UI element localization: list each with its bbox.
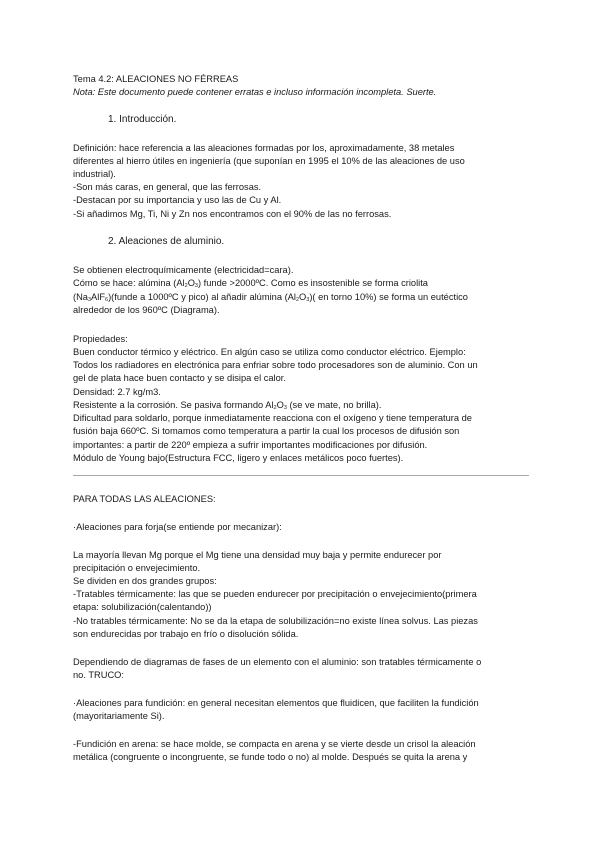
property-line: importantes: a partir de 220º empieza a sufrir importantes modificaciones por difusión. bbox=[73, 440, 428, 450]
forge-line: La mayoría llevan Mg porque el Mg tiene una densidad muy baja y permite endurecer por bbox=[73, 550, 442, 560]
sand-casting-line: -Fundición en arena: se hace molde, se compacta en arena y se vierte desde un crisol la aleación bbox=[73, 739, 476, 749]
trick-line: Dependiendo de diagramas de fases de un elemento con el aluminio: son tratables térmicamente o bbox=[73, 657, 482, 667]
intro-line: industrial). bbox=[73, 169, 116, 179]
section-heading-introduction: 1. Introducción. bbox=[108, 114, 177, 125]
obtain-line: alrededor de los 960ºC (Diagrama). bbox=[73, 305, 220, 315]
intro-line: -Destacan por su importancia y uso las de Cu y Al. bbox=[73, 195, 282, 205]
doc-note: Nota: Este documento puede contener erratas e incluso información incompleta. Suerte. bbox=[73, 87, 437, 97]
intro-line: Definición: hace referencia a las aleaciones formadas por los, aproximadamente, 38 metales bbox=[73, 143, 455, 153]
property-line: Densidad: 2.7 kg/m3. bbox=[73, 387, 161, 397]
forge-line: etapa: solubilización(calentando)) bbox=[73, 602, 212, 612]
forge-line: -Tratables térmicamente: las que se pueden endurecer por precipitación o envejecimiento(primera bbox=[73, 589, 477, 599]
forge-line: -No tratables térmicamente: No se da la etapa de solubilización=no existe línea solvus. Las piezas bbox=[73, 616, 478, 626]
properties-heading: Propiedades: bbox=[73, 334, 128, 344]
property-line: fusión baja 660ºC. Si tomamos como temperatura a partir la cual los procesos de difusión son bbox=[73, 426, 460, 436]
forge-line: Se dividen en dos grandes grupos: bbox=[73, 576, 217, 586]
trick-line: no. TRUCO: bbox=[73, 670, 124, 680]
forge-heading: ·Aleaciones para forja(se entiende por mecanizar): bbox=[73, 522, 282, 532]
casting-line: (mayoritariamente Si). bbox=[73, 711, 165, 721]
forge-line: son endurecidas por trabajo en frío o disolución sólida. bbox=[73, 629, 299, 639]
obtain-line: Se obtienen electroquímicamente (electricidad=cara). bbox=[73, 265, 294, 275]
property-line: gel de plata hace buen contacto y se disipa el calor. bbox=[73, 373, 286, 383]
forge-line: precipitación o envejecimiento. bbox=[73, 563, 201, 573]
all-alloys-heading: PARA TODAS LAS ALEACIONES: bbox=[73, 494, 216, 504]
intro-line: diferentes al hierro útiles en ingeniería (que suponían en 1995 el 10% de las aleaciones de uso bbox=[73, 156, 465, 166]
sand-casting-line: metálica (congruente o incongruente, se funde todo o no) al molde. Después se quita la arena y bbox=[73, 752, 468, 762]
intro-line: -Si añadimos Mg, Ti, Ni y Zn nos encontramos con el 90% de las no ferrosas. bbox=[73, 209, 392, 219]
horizontal-divider bbox=[73, 475, 529, 476]
property-line-corrosion: Resistente a la corrosión. Se pasiva formando $Al_2O_3$ (se ve mate, no brilla). bbox=[73, 400, 382, 411]
intro-line: -Son más caras, en general, que las ferrosas. bbox=[73, 182, 262, 192]
section-heading-aluminium: 2. Aleaciones de aluminio. bbox=[108, 236, 225, 247]
property-line: Módulo de Young bajo(Estructura FCC, ligero y enlaces metálicos poco fuertes). bbox=[73, 453, 404, 463]
property-line: Buen conductor térmico y eléctrico. En algún caso se utiliza como conductor eléctrico. Ejemplo: bbox=[73, 347, 466, 357]
property-line: Dificultad para soldarlo, porque inmediatamente reacciona con el oxígeno y tiene temperatura de bbox=[73, 413, 472, 423]
doc-title: Tema 4.2: ALEACIONES NO FÉRREAS bbox=[73, 74, 239, 84]
casting-line: ·Aleaciones para fundición: en general necesitan elementos que fluidicen, que faciliten la fundición bbox=[73, 698, 479, 708]
property-line: Todos los radiadores en electrónica para enfriar sobre todo procesadores son de aluminio. Con un bbox=[73, 360, 478, 370]
obtain-line-alumina: Cómo se hace: alúmina $(Al_2O_3)$ funde >2000ºC. Como es insostenible se forma criolita bbox=[73, 278, 428, 289]
obtain-line-cryolite: $(Na_3AlF_6)(funde$ a 1000ºC y pico) al añadir alúmina $(Al_2O_3)$( en torno 10%) se forma un eutéctico bbox=[73, 292, 468, 303]
